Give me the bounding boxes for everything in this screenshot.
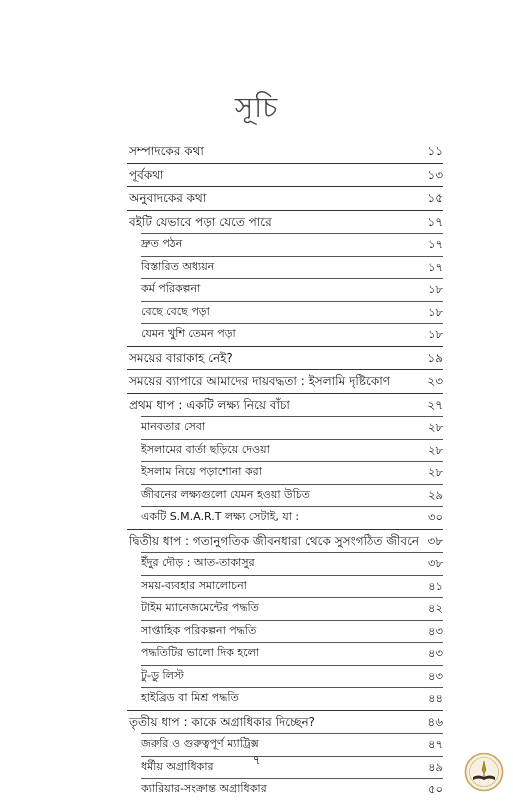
toc-subentry[interactable]	[127, 256, 443, 279]
toc-subentry[interactable]	[127, 778, 443, 801]
toc-entry-title: ইঁদুর দৌড় : আত-তাকাসুর	[141, 556, 255, 569]
toc-entry-title: সম্পাদকের কথা	[129, 144, 204, 158]
toc-entry-page: ৫০	[428, 782, 443, 796]
toc-entry-page: ১৮	[428, 282, 443, 296]
table-of-contents	[127, 140, 443, 801]
toc-entry[interactable]	[127, 163, 443, 187]
toc-entry-page: ১৩	[427, 167, 443, 182]
toc-subentry[interactable]	[127, 323, 443, 346]
toc-subentry[interactable]	[127, 484, 443, 507]
toc-entry-page: ২৯	[428, 487, 443, 502]
toc-entry-page: ২৮	[428, 442, 443, 457]
toc-entry[interactable]	[127, 140, 443, 163]
toc-subentry[interactable]	[127, 687, 443, 710]
toc-entry-page: ১৭	[427, 214, 443, 229]
toc-subentry[interactable]	[127, 552, 443, 575]
toc-entry-page: ৪৭	[428, 737, 443, 751]
toc-entry-page: ৩৮	[427, 533, 443, 548]
toc-entry-page: ১৭	[428, 259, 443, 274]
toc-entry-page: ৪৩	[428, 646, 443, 660]
toc-entry-page: ১৮	[428, 327, 443, 341]
toc-subentry[interactable]	[127, 665, 443, 688]
toc-entry-title: টাইম ম্যানেজমেন্টের পদ্ধতি	[141, 601, 259, 614]
toc-entry-page: ২৩	[427, 374, 443, 388]
toc-entry[interactable]	[127, 529, 443, 553]
toc-entry-title: দ্বিতীয় ধাপ : গতানুগতিক জীবনধারা থেকে সুসংগঠিত জীবনে	[129, 533, 420, 548]
toc-subentry[interactable]	[127, 597, 443, 620]
toc-entry-page: ২৭	[427, 397, 443, 412]
toc-entry-title: জরুরি ও গুরুত্বপূর্ণ ম্যাট্রিক্স	[141, 737, 259, 750]
toc-entry-title: দ্রুত পঠন	[141, 237, 183, 250]
toc-entry-title: হাইব্রিড বা মিশ্র পদ্ধতি	[141, 691, 239, 704]
toc-subentry[interactable]	[127, 620, 443, 643]
toc-entry-page: ২৮	[428, 420, 443, 434]
toc-entry-title: সময়-ব্যবহার সমালোচনা	[141, 578, 247, 592]
toc-subentry[interactable]	[127, 506, 443, 529]
toc-entry-page: ১৭	[428, 237, 443, 251]
toc-entry-page: ১৯	[427, 350, 443, 365]
toc-entry[interactable]	[127, 186, 443, 210]
toc-entry-title: তৃতীয় ধাপ : কাকে অগ্রাধিকার দিচ্ছেন?	[129, 714, 316, 729]
toc-entry-title: মানবতার সেবা	[141, 420, 206, 433]
toc-entry-page: ৪৩	[428, 623, 443, 638]
toc-entry[interactable]	[127, 369, 443, 393]
toc-entry-title: টু-ডু লিস্ট	[141, 668, 184, 682]
toc-subentry[interactable]	[127, 575, 443, 598]
toc-entry-title: একটি S.M.A.R.T লক্ষ্য সেটাই, যা :	[141, 510, 300, 523]
toc-subentry[interactable]	[127, 642, 443, 665]
toc-entry-title: ইসলাম নিয়ে পড়াশোনা করা	[141, 465, 262, 478]
toc-subentry[interactable]	[127, 461, 443, 484]
toc-subentry[interactable]	[127, 233, 443, 256]
toc-entry[interactable]	[127, 210, 443, 234]
toc-entry-page: ২৮	[428, 465, 443, 479]
toc-entry-page: ৪৪	[428, 691, 443, 705]
toc-subentry[interactable]	[127, 416, 443, 439]
toc-entry-page: ৪২	[428, 601, 443, 615]
toc-entry-page: ১৫	[427, 191, 443, 205]
toc-entry-title: বিস্তারিত অধ্যয়ন	[141, 259, 215, 273]
toc-entry-title: কর্ম পরিকল্পনা	[141, 282, 201, 295]
toc-entry-title: বইটি যেভাবে পড়া যেতে পারে	[129, 214, 272, 229]
toc-entry-page: ৩০	[428, 510, 443, 524]
toc-entry-page: ৪৯	[428, 759, 443, 774]
toc-entry[interactable]	[127, 346, 443, 370]
toc-entry-title: ক্যারিয়ার-সংক্রান্ত অগ্রাধিকার	[141, 782, 267, 795]
toc-entry-page: ৪১	[428, 578, 443, 593]
toc-entry[interactable]	[127, 710, 443, 734]
toc-entry-title: সময়ের বারাকাহ নেই?	[129, 350, 233, 365]
toc-subentry[interactable]	[127, 278, 443, 301]
toc-title: সূচি	[234, 91, 279, 124]
toc-entry-title: সময়ের ব্যাপারে আমাদের দায়বদ্ধতা : ইসলামি দৃষ্টিকোণ	[129, 374, 390, 388]
toc-entry-title: অনুবাদকের কথা	[129, 191, 207, 205]
toc-subentry[interactable]	[127, 439, 443, 462]
toc-subentry[interactable]	[127, 301, 443, 324]
toc-entry-title: জীবনের লক্ষ্যগুলো যেমন হওয়া উচিত	[141, 487, 310, 501]
toc-entry-page: ১১	[427, 144, 443, 158]
toc-entry-title: পূর্বকথা	[129, 167, 164, 182]
toc-entry-title: ধর্মীয় অগ্রাধিকার	[141, 759, 214, 773]
toc-entry-title: সাপ্তাহিক পরিকল্পনা পদ্ধতি	[141, 623, 257, 637]
page-number: ৭	[252, 753, 261, 767]
toc-entry-title: প্রথম ধাপ : একটি লক্ষ্য নিয়ে বাঁচা	[129, 397, 290, 412]
toc-entry-title: বেছে বেছে পড়া	[141, 304, 210, 318]
toc-entry-page: ৪৩	[428, 668, 443, 683]
toc-entry-title: পদ্ধতিটির ভালো দিক হলো	[141, 646, 260, 659]
toc-entry-page: ৪৬	[427, 714, 443, 729]
toc-entry-page: ৩৮	[428, 556, 443, 570]
book-quill-logo-icon	[464, 752, 504, 792]
toc-entry-page: ১৮	[428, 304, 443, 319]
toc-entry-title: ইসলামের বার্তা ছড়িয়ে দেওয়া	[141, 442, 270, 456]
toc-entry[interactable]	[127, 393, 443, 417]
toc-entry-title: যেমন খুশি তেমন পড়া	[141, 327, 236, 340]
